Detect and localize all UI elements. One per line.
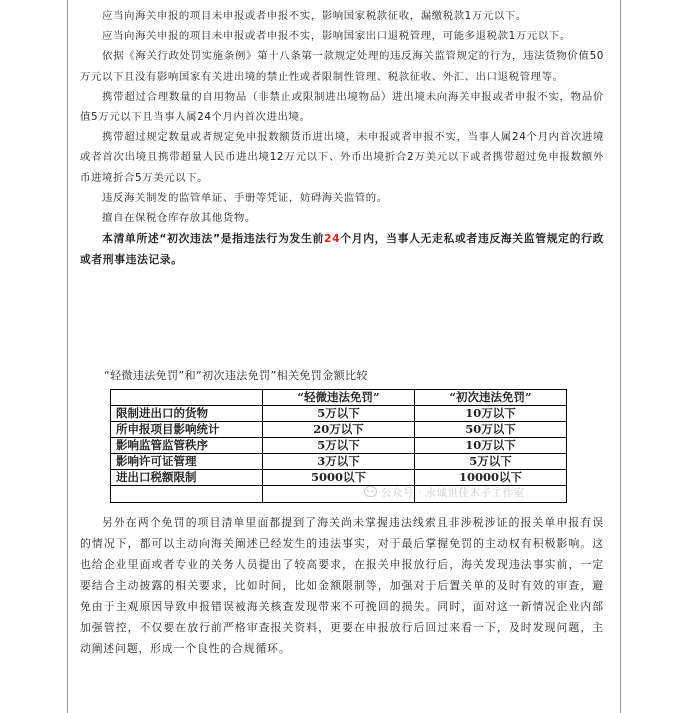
- paragraph-5: 携带超过规定数量或者规定免申报数额货币进出境，未申报或者申报不实，当事人属24个月内首次进境或者首次出境且携带超量人民币进出境12万元以下、外币出境折合2万美元以下或者携带超过免申报数额外币进境折合5万美元以下。: [80, 131, 604, 184]
- table-row: [111, 470, 567, 486]
- paragraph-4: 携带超过合理数量的自用物品（非禁止或限制进出境物品）进出境未向海关申报或者申报不实，物品价值5万元以下且当事人属24个月内首次进出境。: [80, 90, 604, 124]
- page-border-right: [620, 0, 621, 713]
- first-violation-definition: [80, 228, 604, 270]
- closing-paragraph: 另外在两个免罚的项目清单里面都提到了海关尚未掌握违法线索且非涉税涉证的报关单申报有误的情况下，都可以主动向海关阐述已经发生的违法事实，对于最后掌握免罚的主动权有积极影响。这也给企业里面或者专业的关务人员提出了较高要求，在报关申报放行后，海关发现违法事实前，一定要结合主动披露的相关要求，比如时间，比如金额限制等，加强对于后置关单的及时有效的审查，避免由于主观原因导致申报错误被海关核查发现带来不可挽回的损失。同时，面对这一新情况企业内部加强管控，不仅要在放行前严格审查报关资料，更要在申报放行后回过来看一下，及时发现问题，主动阐述问题，形成一个良性的合规循环。: [80, 516, 604, 655]
- paragraph-1: 应当向海关申报的项目未申报或者申报不实，影响国家税款征收，漏缴税款1万元以下。: [102, 10, 527, 22]
- row-label: 影响监管监管秩序: [111, 438, 263, 454]
- header-minor-violation: “轻微违法免罚”: [263, 390, 415, 406]
- definition-part-1: 本清单所述“初次违法”是指违法行为发生前: [102, 232, 324, 246]
- paragraph-2: 应当向海关申报的项目未申报或者申报不实，影响国家出口退税管理，可能多退税款1万元以下。: [102, 30, 571, 43]
- watermark-text: 公众号 · 永诚世佳木子工作室: [381, 487, 525, 499]
- first-amount: 10万以下: [415, 438, 567, 454]
- empty-cell: [111, 486, 263, 503]
- row-label: 所申报项目影响统计: [111, 422, 263, 438]
- paragraph-3: 依据《海关行政处罚实施条例》第十八条第一款规定处理的违反海关监管规定的行为，违法货物价值50万元以下且没有影响国家有关进出境的禁止性或者限制性管理、税款征收、外汇、出口退税管理等。: [80, 50, 604, 83]
- page-border-left: [67, 0, 68, 713]
- document-body-top: [80, 6, 604, 270]
- minor-amount: 5万以下: [263, 406, 415, 422]
- watermark: [364, 485, 525, 500]
- table-row: [111, 422, 567, 438]
- first-amount: 5万以下: [415, 454, 567, 470]
- first-amount: 50万以下: [415, 422, 567, 438]
- table-header-row: [111, 390, 567, 406]
- months-highlight: 24: [323, 232, 341, 246]
- table-row: [111, 438, 567, 454]
- first-amount: 10000以下: [415, 470, 567, 486]
- table-title: “轻微违法免罚”和“初次违法免罚”相关免罚金额比较: [104, 369, 368, 382]
- table-row: [111, 406, 567, 422]
- paragraph-6: 违反海关制发的监管单证、手册等凭证，妨碍海关监管的。: [102, 191, 388, 204]
- minor-amount: 3万以下: [263, 454, 415, 470]
- row-label: 进出口税额限制: [111, 470, 263, 486]
- minor-amount: 20万以下: [263, 422, 415, 438]
- header-blank: [111, 390, 263, 406]
- wechat-icon: [364, 486, 377, 497]
- row-label: 影响许可证管理: [111, 454, 263, 470]
- paragraph-7: 擅自在保税仓库存放其他货物。: [102, 212, 256, 225]
- minor-amount: 5000以下: [263, 470, 415, 486]
- header-first-violation: “初次违法免罚”: [415, 390, 567, 406]
- definition-part-2: 个月内，当事人无走私或者违反海关监管规定的行政或者刑事违法记录。: [80, 232, 604, 267]
- document-body-bottom: [80, 512, 604, 659]
- first-amount: 10万以下: [415, 406, 567, 422]
- row-label: 限制进出口的货物: [111, 406, 263, 422]
- minor-amount: 5万以下: [263, 438, 415, 454]
- table-row: [111, 454, 567, 470]
